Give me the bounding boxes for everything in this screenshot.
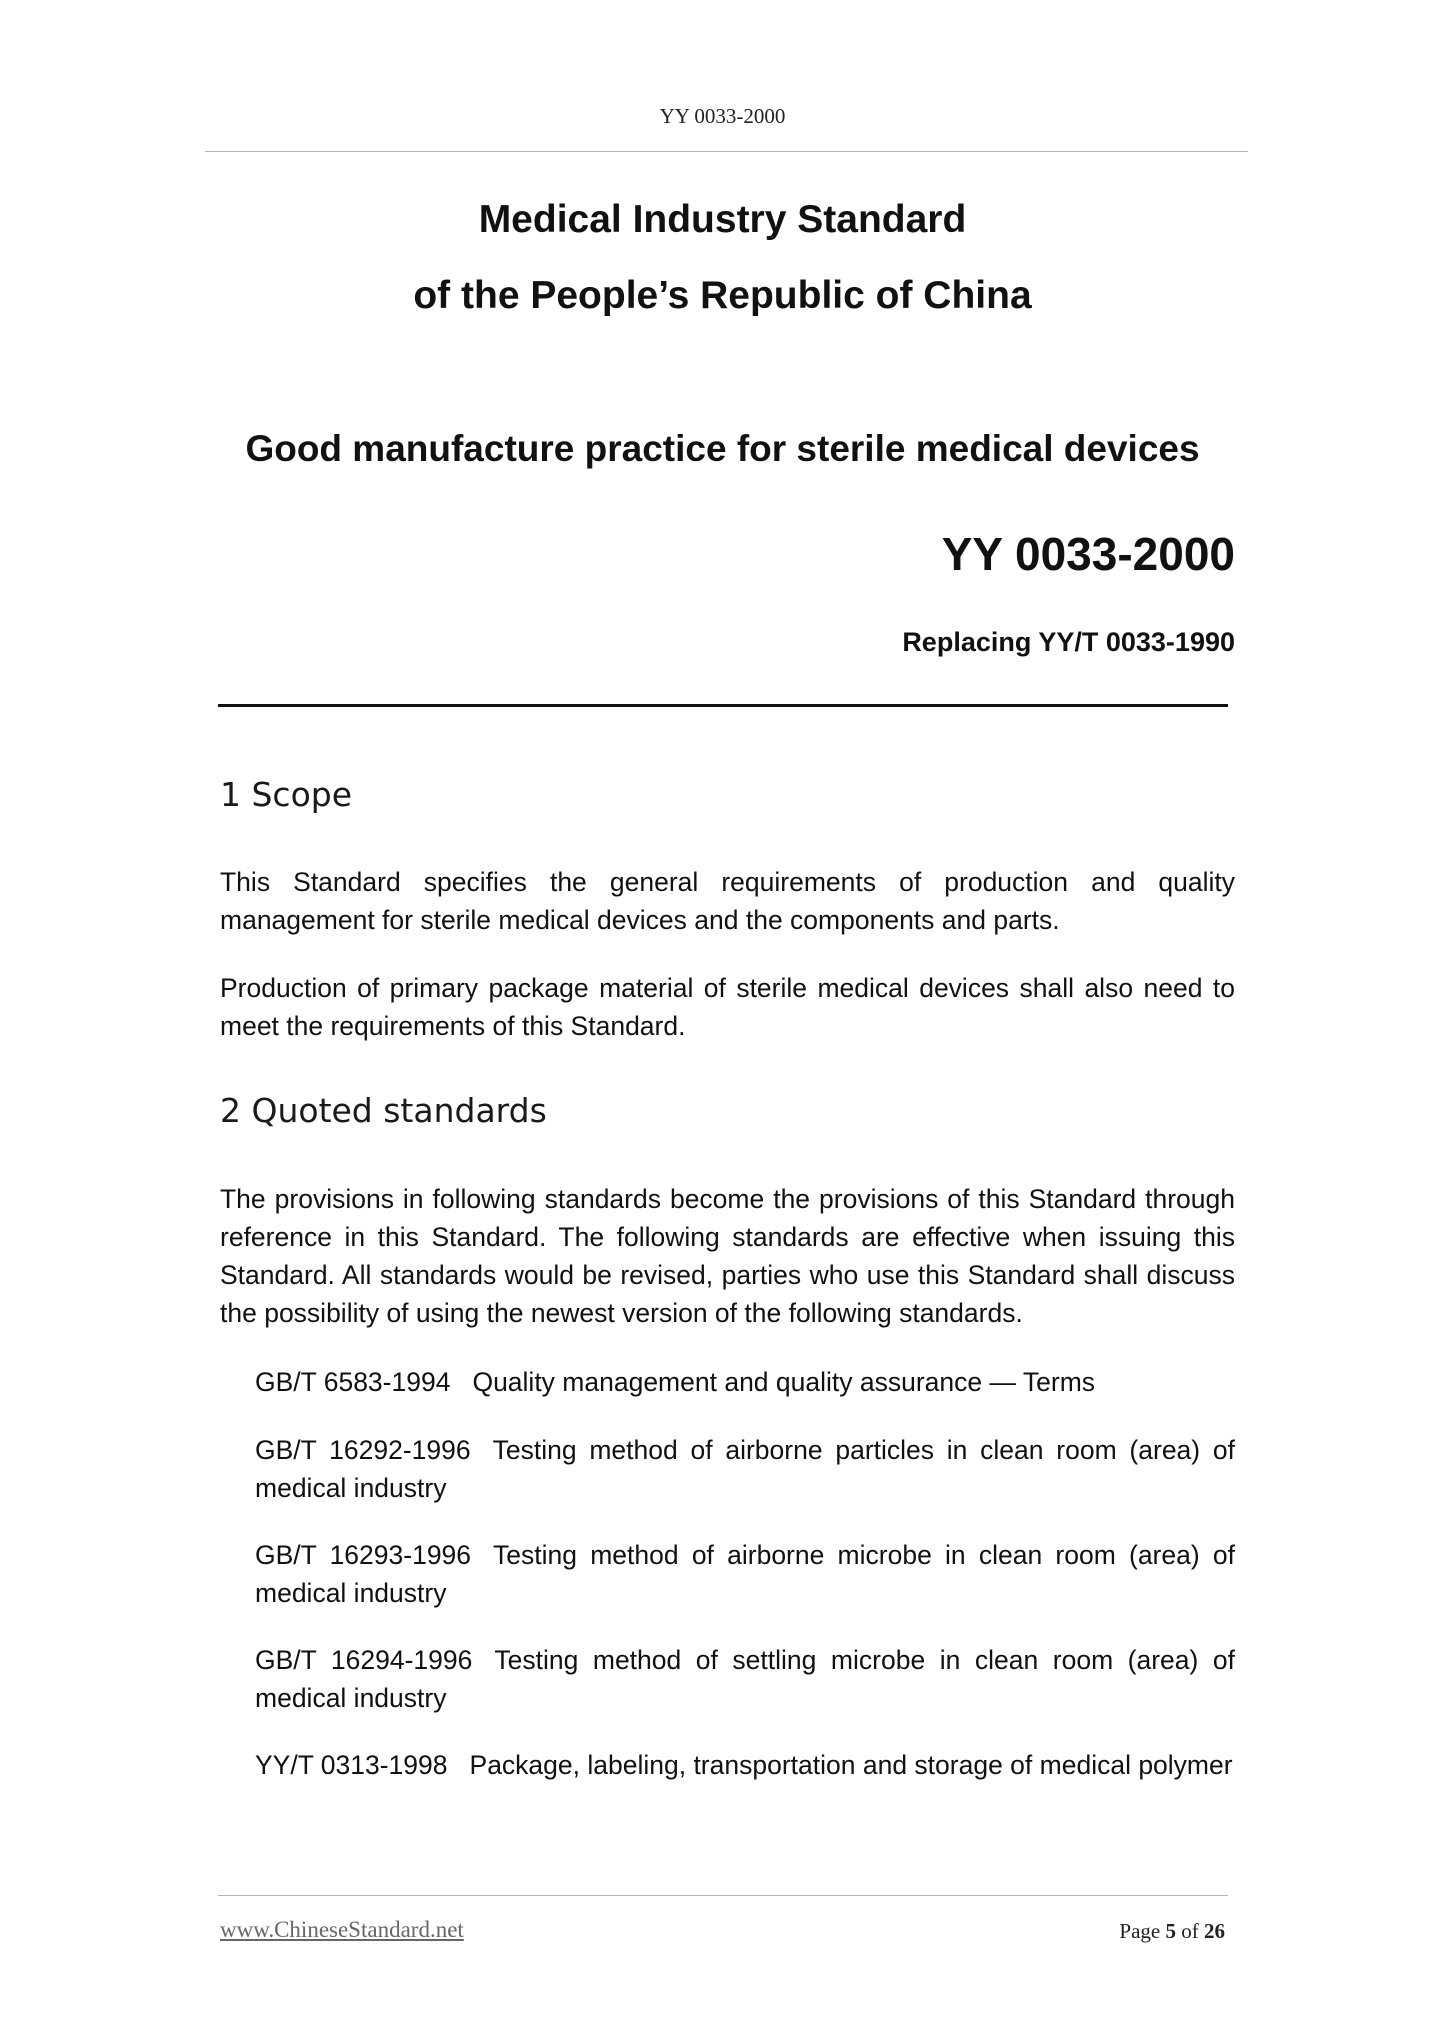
reference-title: Testing method of airborne microbe in clean room (area) of medical industry (255, 1540, 1235, 1608)
reference-item (255, 1641, 1235, 1717)
reference-item (255, 1363, 1235, 1401)
reference-code: GB/T 16292-1996 (255, 1435, 471, 1465)
reference-code: GB/T 6583-1994 (255, 1367, 451, 1397)
reference-title: Testing method of settling microbe in clean room (area) of medical industry (255, 1645, 1235, 1713)
reference-item (255, 1746, 1235, 1784)
scope-paragraph-2: Production of primary package material of sterile medical devices shall also need to meet the requirements of this Standard. (220, 973, 1235, 1041)
page-of: of (1181, 1919, 1199, 1943)
scope-paragraph-1: This Standard specifies the general requirements of production and quality management for sterile medical devices and the components and parts. (220, 867, 1235, 935)
replacing-note: Replacing YY/T 0033-1990 (902, 627, 1235, 657)
reference-code: GB/T 16293-1996 (255, 1540, 472, 1570)
reference-item (255, 1536, 1235, 1612)
page-total: 26 (1204, 1919, 1225, 1943)
reference-title: Testing method of airborne particles in clean room (area) of medical industry (255, 1435, 1235, 1503)
section-heading-quoted-standards: 2 Quoted standards (220, 1091, 547, 1130)
section-heading-scope: 1 Scope (220, 775, 353, 814)
standard-subtitle: Good manufacture practice for sterile medical devices (245, 428, 1200, 469)
reference-code: YY/T 0313-1998 (255, 1750, 448, 1780)
title-divider (218, 704, 1228, 707)
footer-divider (218, 1895, 1228, 1896)
reference-title: Package, labeling, transportation and storage of medical polymer (469, 1750, 1233, 1780)
reference-title: Quality management and quality assurance — Terms (472, 1367, 1096, 1397)
reference-item (255, 1431, 1235, 1507)
document-title-line1: Medical Industry Standard (478, 198, 967, 241)
document-title-line2: of the People’s Republic of China (413, 274, 1032, 317)
header-divider (205, 151, 1248, 152)
page-word: Page (1119, 1919, 1161, 1943)
standard-number: YY 0033-2000 (941, 528, 1235, 580)
reference-code: GB/T 16294-1996 (255, 1645, 473, 1675)
running-header: YY 0033-2000 (659, 104, 786, 128)
page-current: 5 (1165, 1919, 1176, 1943)
footer-site-link[interactable]: www.ChineseStandard.net (220, 1917, 464, 1942)
quoted-standards-intro: The provisions in following standards become the provisions of this Standard through reference in this Standard. The following standards are effective when issuing this Standard. All standards would be revised, parties who use this Standard shall discuss the possibility of using the newest version of the following standards. (220, 1184, 1235, 1328)
page-indicator (1119, 1919, 1225, 1944)
